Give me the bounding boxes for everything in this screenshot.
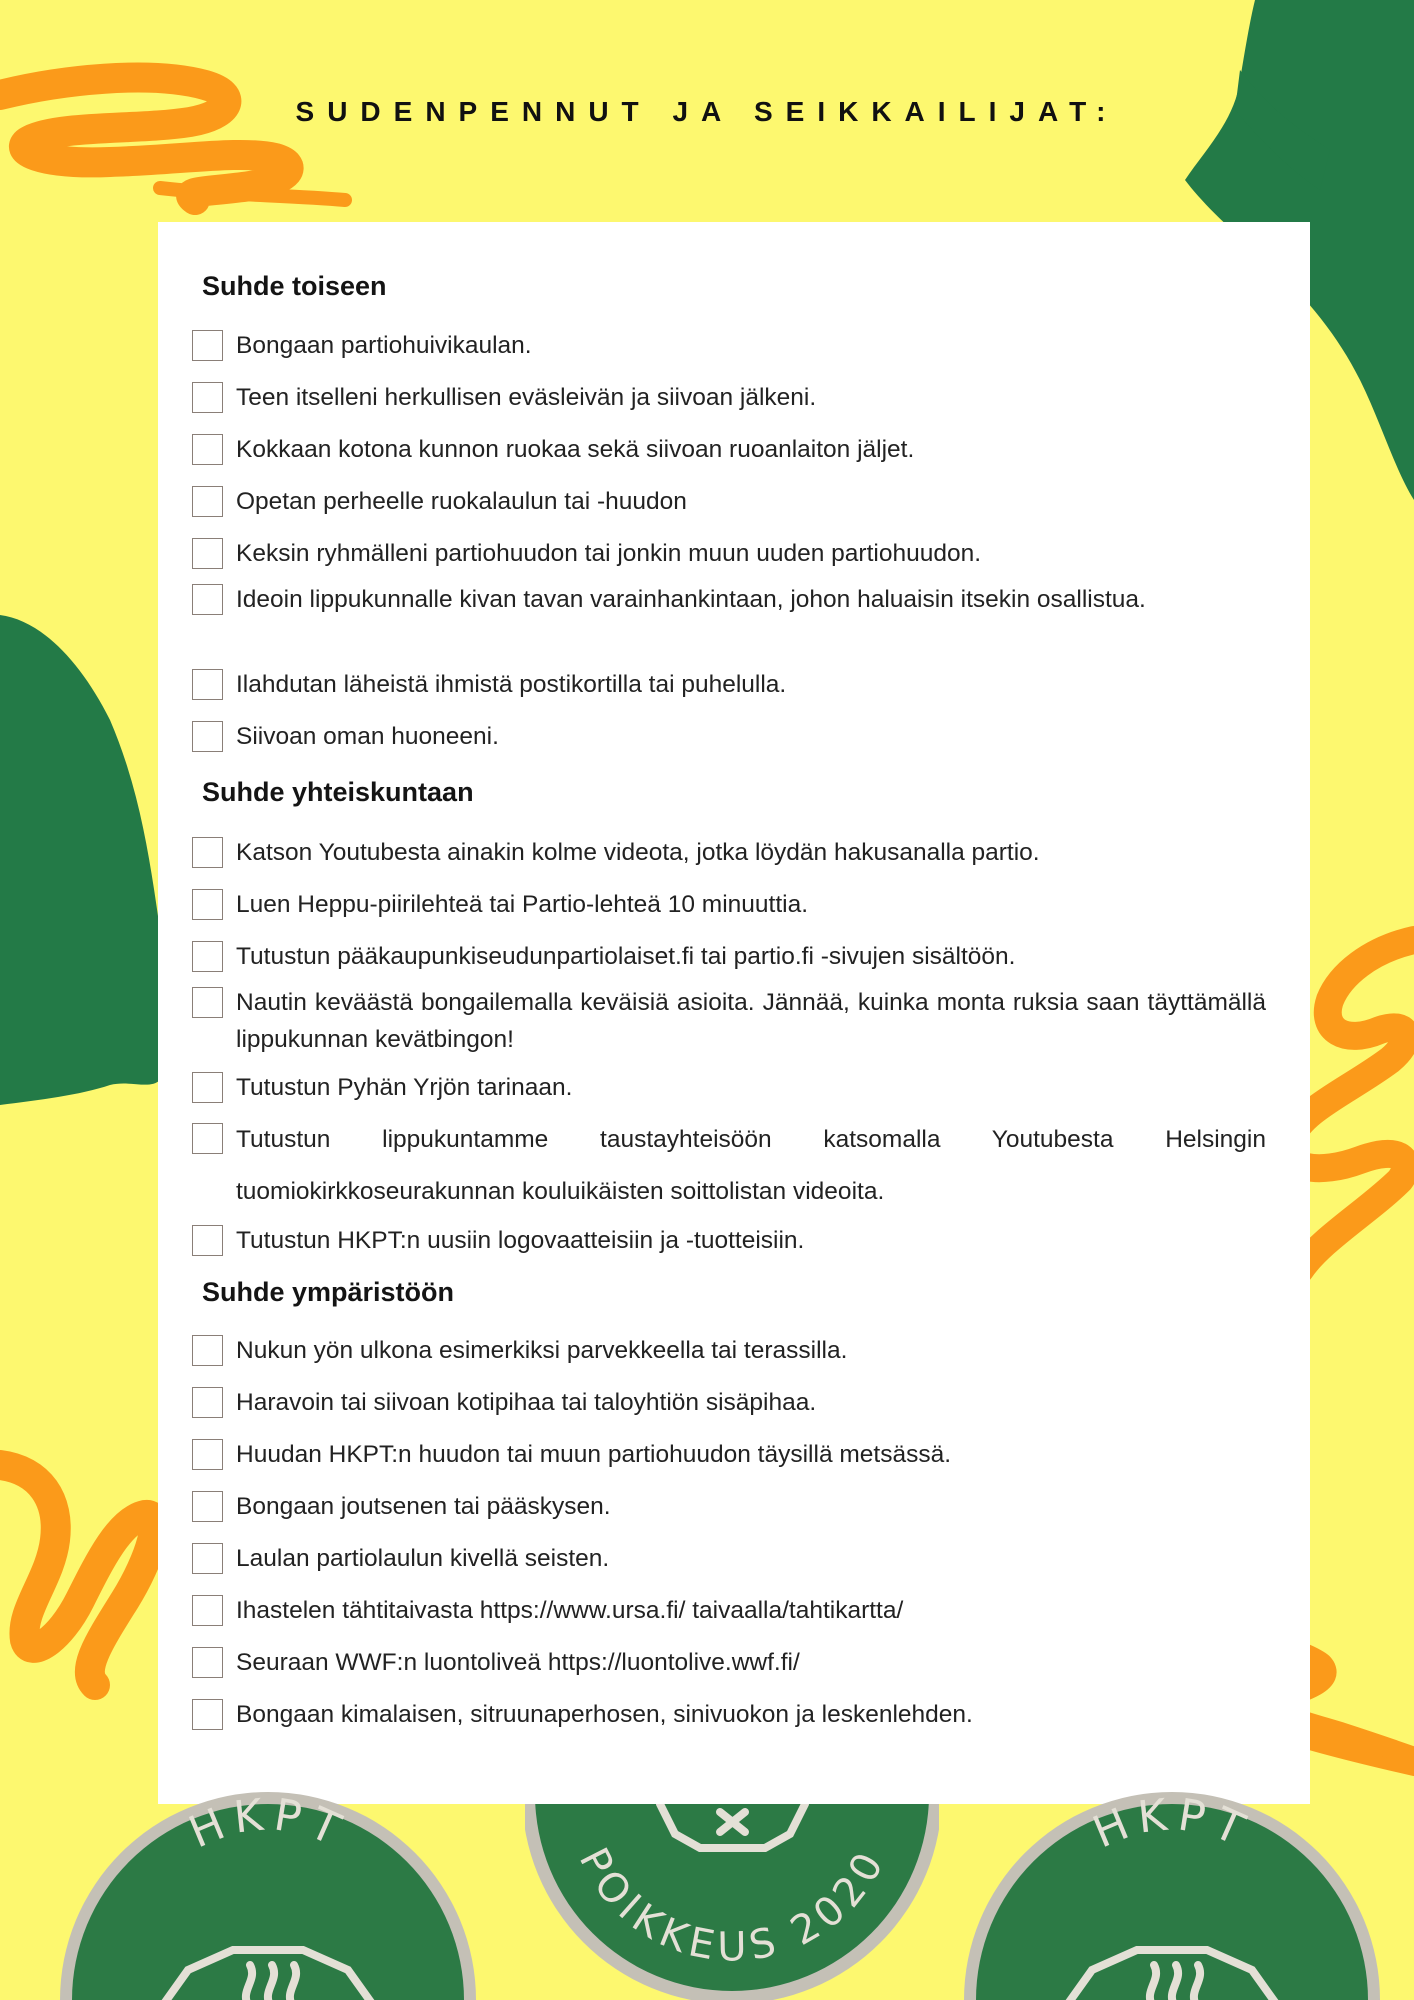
checkbox[interactable] xyxy=(192,486,223,517)
item-text: Tutustun pääkaupunkiseudunpartiolaiset.fi tai partio.fi -sivujen sisältöön. xyxy=(236,943,1016,970)
badge-text: HKPT xyxy=(1085,1790,1259,1859)
item-text: Tutustun lippukuntamme taustayhteisöön katsomalla Youtubesta Helsingin tuomiokirkkoseurakunnan kouluikäisten soittolistan videoita. xyxy=(236,1126,1266,1205)
item-text: Nukun yön ulkona esimerkiksi parvekkeella tai terassilla. xyxy=(236,1337,848,1364)
item-text: Bongaan kimalaisen, sitruunaperhosen, sinivuokon ja leskenlehden. xyxy=(236,1701,973,1728)
item-text: Ihastelen tähtitaivasta https://www.ursa.fi/ taivaalla/tahtikartta/ xyxy=(236,1597,904,1624)
checkbox[interactable] xyxy=(192,889,223,920)
page-title: SUDENPENNUT JA SEIKKAILIJAT: xyxy=(295,96,1119,127)
checkbox[interactable] xyxy=(192,1699,223,1730)
item-text: Luen Heppu-piirilehteä tai Partio-lehteä 10 minuuttia. xyxy=(236,891,809,918)
checkbox[interactable] xyxy=(192,721,223,752)
checkbox[interactable] xyxy=(192,1225,223,1256)
checkbox[interactable] xyxy=(192,382,223,413)
checkbox[interactable] xyxy=(192,669,223,700)
checkbox[interactable] xyxy=(192,584,223,615)
checkbox[interactable] xyxy=(192,837,223,868)
checkbox[interactable] xyxy=(192,1123,223,1154)
checkbox[interactable] xyxy=(192,1595,223,1626)
green-brushstroke-left xyxy=(0,615,168,1105)
item-text: Ideoin lippukunnalle kivan tavan varainhankintaan, johon haluaisin itsekin osallistua. xyxy=(236,586,1146,613)
checkbox[interactable] xyxy=(192,1335,223,1366)
checkbox[interactable] xyxy=(192,434,223,465)
section-heading: Suhde toiseen xyxy=(202,271,387,301)
item-text: Tutustun HKPT:n uusiin logovaatteisiin ja -tuotteisiin. xyxy=(236,1227,805,1254)
hkpt-badge-right xyxy=(962,1790,1382,2000)
checkbox[interactable] xyxy=(192,1072,223,1103)
item-text: Nautin keväästä bongailemalla keväisiä asioita. Jännää, kuinka monta ruksia saan täyttämällä lippukunnan kevätbingon! xyxy=(236,989,1266,1053)
item-text: Seuraan WWF:n luontoliveä https://luontolive.wwf.fi/ xyxy=(236,1649,800,1676)
item-text: Siivoan oman huoneeni. xyxy=(236,723,499,750)
checkbox[interactable] xyxy=(192,1491,223,1522)
hkpt-badge-left xyxy=(58,1790,478,2000)
item-text: Tutustun Pyhän Yrjön tarinaan. xyxy=(236,1074,573,1101)
item-text: Ilahdutan läheistä ihmistä postikortilla tai puhelulla. xyxy=(236,671,787,698)
badge-text: POIKKEUS 2020 xyxy=(569,1840,896,1971)
checklist-card xyxy=(158,222,1310,1804)
section-heading: Suhde yhteiskuntaan xyxy=(202,777,474,807)
checkbox[interactable] xyxy=(192,1647,223,1678)
poikkeus-badge-center xyxy=(525,1804,939,2000)
checkbox[interactable] xyxy=(192,1387,223,1418)
item-text: Haravoin tai siivoan kotipihaa tai taloyhtiön sisäpihaa. xyxy=(236,1389,817,1416)
section-heading: Suhde ympäristöön xyxy=(202,1277,455,1307)
checkbox[interactable] xyxy=(192,941,223,972)
item-text: Katson Youtubesta ainakin kolme videota, jotka löydän hakusanalla partio. xyxy=(236,839,1040,866)
item-text: Laulan partiolaulun kivellä seisten. xyxy=(236,1545,610,1572)
checkbox[interactable] xyxy=(192,330,223,361)
item-text: Bongaan partiohuivikaulan. xyxy=(236,332,532,359)
checkbox[interactable] xyxy=(192,1439,223,1470)
item-text: Huudan HKPT:n huudon tai muun partiohuudon täysillä metsässä. xyxy=(236,1441,952,1468)
checkbox[interactable] xyxy=(192,1543,223,1574)
badge-text: HKPT xyxy=(181,1790,355,1859)
checkbox[interactable] xyxy=(192,538,223,569)
checkbox[interactable] xyxy=(192,987,223,1018)
item-text: Kokkaan kotona kunnon ruokaa sekä siivoan ruoanlaiton jäljet. xyxy=(236,436,915,463)
item-text: Opetan perheelle ruokalaulun tai -huudon xyxy=(236,488,687,515)
item-text: Keksin ryhmälleni partiohuudon tai jonkin muun uuden partiohuudon. xyxy=(236,540,982,567)
item-text: Teen itselleni herkullisen eväsleivän ja siivoan jälkeni. xyxy=(236,384,817,411)
orange-brushstroke-bottom-left xyxy=(0,1465,154,1685)
item-text: Bongaan joutsenen tai pääskysen. xyxy=(236,1493,611,1520)
